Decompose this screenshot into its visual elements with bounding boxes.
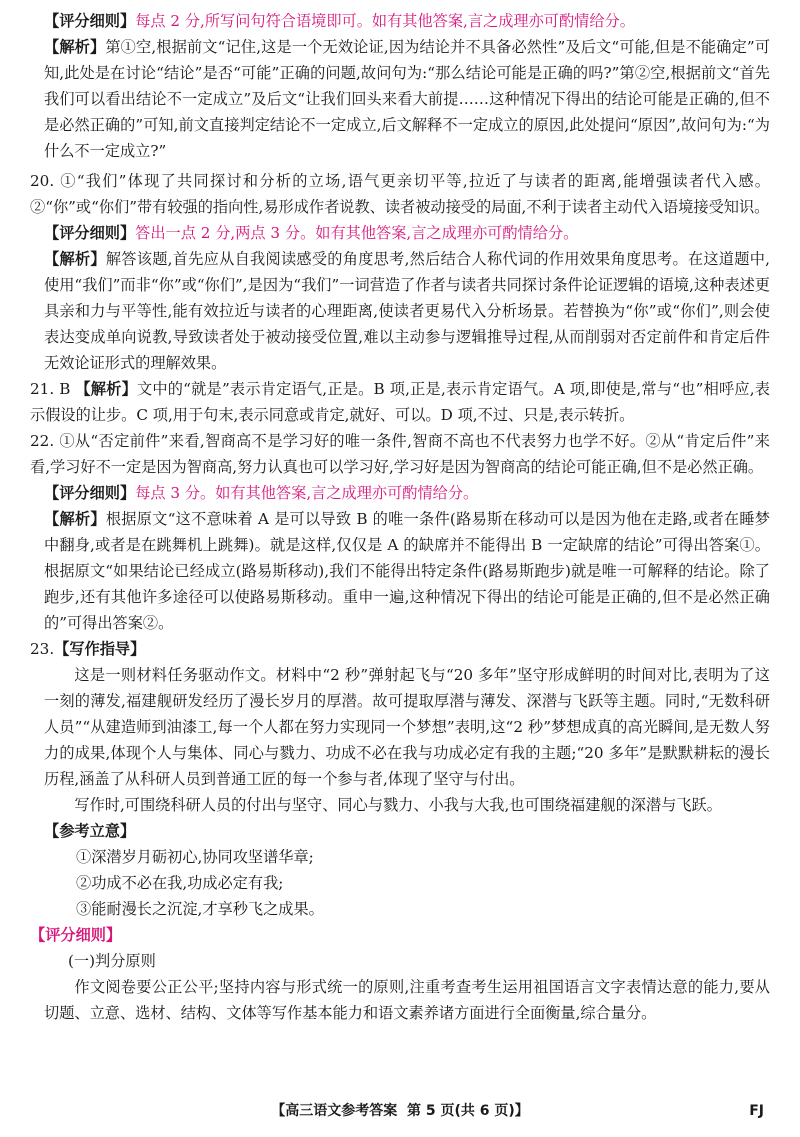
q23-guide-paragraph-2: 写作时,可围绕科研人员的付出与坚守、同心与戮力、小我与大我,也可围绕福建舰的深潜与飞跃。 [74, 796, 722, 814]
q19-analysis [30, 34, 770, 164]
page-footer [0, 1098, 800, 1124]
footer-doc-title: 【高三语文参考答案 [271, 1103, 398, 1119]
scoring-rule-label: 【评分细则】 [44, 224, 136, 242]
q22-scoring-rule [30, 480, 770, 506]
analysis-text: 解答该题,首先应从自我阅读感受的角度思考,然后结合人称代词的作用效果角度思考。在这道题中,使用“我们”而非“你”或“你们”,是因为“我们”一词营造了作者与读者共同探讨条件论证逻辑的语境,这种表述更具亲和力与平等性,能有效拉近与读者的心理距离,使读者更易代入分析场景。若替换为“你”或“你们”,则会使表达变成单向说教,导致读者处于被动接受位置,难以主动参与逻辑推导过程,从而削弱对否定前件和肯定后件无效论证形式的理解效果。 [44, 250, 771, 372]
principle-heading: (一)判分原则 [68, 952, 156, 970]
analysis-text: 文中的“就是”表示肯定语气,正是。B 项,正是,表示肯定语气。A 项,即使是,常与“也”相呼应,表示假设的让步。C 项,用于句末,表示同意或肯定,就好、可以。D 项,不过、只是,表示转折。 [30, 380, 770, 424]
q21-number: 21. B [30, 380, 76, 398]
essay-scoring-label: 【评分细则】 [30, 926, 122, 944]
reference-idea-item: ①深潜岁月砺初心,协同攻坚谱华章; [76, 848, 314, 866]
scoring-rule-text: 答出一点 2 分,两点 3 分。如有其他答案,言之成理亦可酌情给分。 [135, 224, 579, 242]
analysis-label: 【解析】 [44, 250, 106, 268]
q22-analysis [30, 506, 770, 636]
scoring-rule-label: 【评分细则】 [44, 12, 136, 30]
q19-scoring-rule [30, 8, 770, 34]
footer-page-number: 第 5 页(共 6 页)】 [406, 1103, 529, 1119]
scoring-rule-label: 【评分细则】 [44, 484, 136, 502]
footer-region-code: FJ [749, 1103, 764, 1119]
q23-number: 23. [30, 640, 55, 658]
q20-scoring-rule [30, 220, 770, 246]
analysis-label: 【解析】 [44, 510, 106, 528]
q23-heading [30, 636, 770, 662]
writing-guide-label: 【写作指导】 [54, 640, 146, 658]
footer-title [0, 1098, 800, 1124]
analysis-text: 第①空,根据前文“记住,这是一个无效论证,因为结论并不具备必然性”及后文“可能,但是不能确定”可知,此处是在讨论“结论”是否“可能”正确的问题,故问句为:“那么结论可能是正确的吗?”第②空,根据前文“首先我们可以看出结论不一定成立”及后文“让我们回头来看大前提……这种情况下得出的结论可能是正确的,但不是必然正确的”可知,前文直接判定结论不一定成立,后文解释不一定成立的原因,此处提问“原因”,故问句为:“为什么不一定成立?” [44, 38, 771, 160]
analysis-text: 根据原文“这不意味着 A 是可以导致 B 的唯一条件(路易斯在移动可以是因为他在走路,或者在睡梦中翻身,或者是在跳舞机上跳舞)。就是这样,仅仅是 A 的缺席并不能得出 B 一定缺席的结论”可得出答案①。根据原文“如果结论已经成立(路易斯移动),我们不能得出特定条件(路易斯跑步)就是唯一可解释的结论。除了跑步,还有其他许多途径可以使路易斯移动。重申一遍,这种情况下得出的结论可能是正确的,但不是必然正确的”可得出答案②。 [44, 510, 770, 632]
q23-guide-paragraph-1: 这是一则材料任务驱动作文。材料中“2 秒”弹射起飞与“20 多年”坚守形成鲜明的时间对比,表明为了这一刻的薄发,福建舰研发经历了漫长岁月的厚潜。故可提取厚潜与薄发、深潜与飞跃等主题。同时,“无数科研人员”“从建造师到油漆工,每一个人都在努力实现同一个梦想”表明,这“2 秒”梦想成真的高光瞬间,是无数人努力的成果,体现个人与集体、同心与戮力、功成不必在我与功成必定有我的主题;“20 多年”是默默耕耘的漫长历程,涵盖了从科研人员到普通工匠的每一个参与者,体现了坚守与付出。 [44, 666, 770, 788]
scoring-rule-text: 每点 2 分,所写问句符合语境即可。如有其他答案,言之成理亦可酌情给分。 [135, 12, 635, 30]
q22-answer: 22. ①从“否定前件”来看,智商高不是学习好的唯一条件,智商不高也不代表努力也学不好。②从“肯定后件”来看,学习好不一定是因为智商高,努力认真也可以学习好,学习好是因为智商高的结论可能正确,但不是必然正确。 [30, 432, 770, 476]
q21-answer [30, 376, 770, 428]
reference-idea-item: ③能耐漫长之沉淀,才享秒飞之成果。 [76, 900, 324, 918]
q20-analysis [30, 246, 770, 376]
q20-answer: 20. ①“我们”体现了共同探讨和分析的立场,语气更亲切平等,拉近了与读者的距离,能增强读者代入感。②“你”或“你们”带有较强的指向性,易形成作者说教、读者被动接受的局面,不利于读者主动代入语境接受知识。 [30, 172, 770, 216]
reference-idea-item: ②功成不必在我,功成必定有我; [76, 874, 284, 892]
scoring-rule-text: 每点 3 分。如有其他答案,言之成理亦可酌情给分。 [135, 484, 479, 502]
analysis-label: 【解析】 [75, 380, 137, 398]
analysis-label: 【解析】 [44, 38, 106, 56]
principle-text: 作文阅卷要公正公平;坚持内容与形式统一的原则,注重考查考生运用祖国语言文字表情达意的能力,要从切题、立意、选材、结构、文体等写作基本能力和语文素养诸方面进行全面衡量,综合量分。 [44, 978, 770, 1022]
reference-ideas-label: 【参考立意】 [44, 822, 136, 840]
